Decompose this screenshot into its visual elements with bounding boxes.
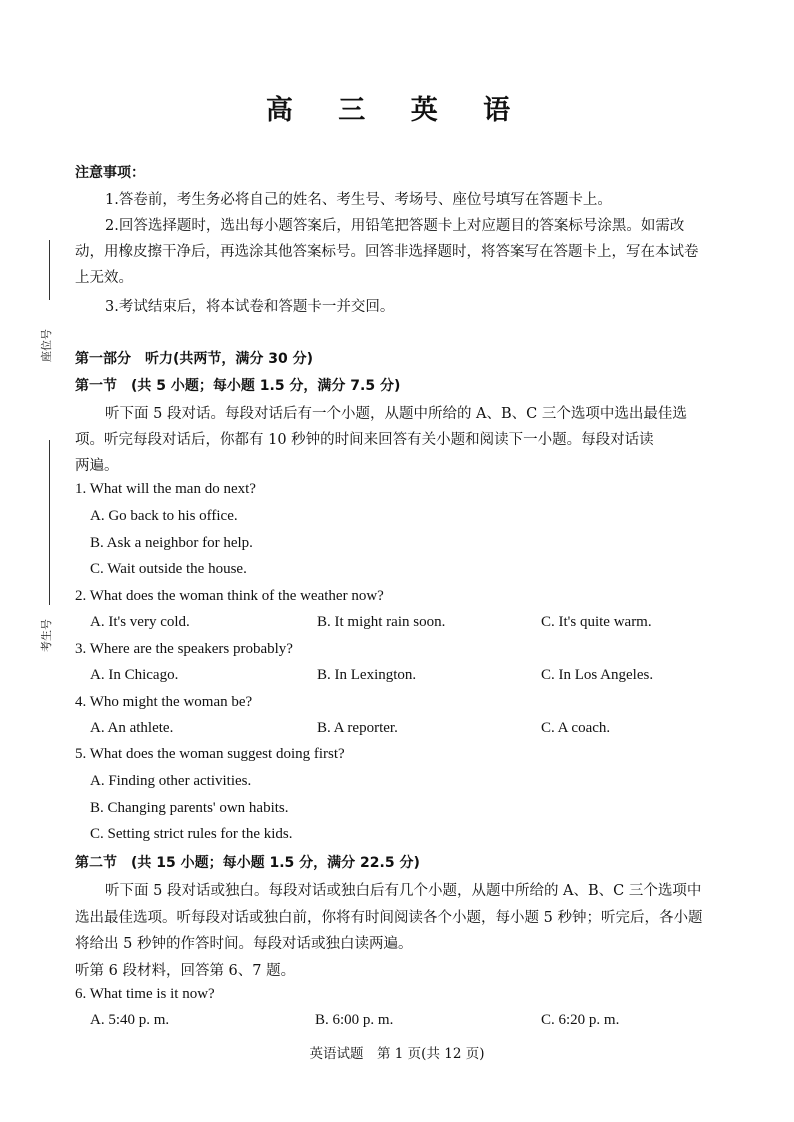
page-footer: 英语试题 第 1 页(共 12 页): [309, 1046, 485, 1062]
margin-line-middle: [49, 440, 50, 605]
notice-item-2-line-2: 动，用橡皮擦干净后，再选涂其他答案标号。回答非选择题时，将答案写在答题卡上，写在本试卷: [75, 244, 699, 260]
question-2-option-a: A. It's very cold.: [90, 614, 190, 630]
question-5-option-a: A. Finding other activities.: [90, 773, 252, 789]
question-5-stem: 5. What does the woman suggest doing first?: [75, 746, 345, 762]
margin-line-top: [49, 240, 50, 300]
material-6-instruction: 听第 6 段材料，回答第 6、7 题。: [75, 963, 296, 979]
question-4-option-c: C. A coach.: [541, 720, 611, 736]
section1-instructions-line-3: 两遍。: [75, 458, 119, 474]
question-2-option-c: C. It's quite warm.: [541, 614, 652, 630]
question-3-stem: 3. Where are the speakers probably?: [75, 641, 293, 657]
question-6-option-a: A. 5:40 p. m.: [90, 1012, 170, 1028]
section2-instructions-line-1: 听下面 5 段对话或独白。每段对话或独白后有几个小题，从题中所给的 A、B、C 三个选项中: [105, 883, 702, 899]
question-5-option-b: B. Changing parents' own habits.: [90, 800, 289, 816]
section1-instructions-line-2: 项。听完每段对话后，你都有 10 秒钟的时间来回答有关小题和阅读下一小题。每段对话读: [75, 432, 654, 448]
notice-item-3: 3.考试结束后，将本试卷和答题卡一并交回。: [105, 299, 395, 315]
question-1-option-b: B. Ask a neighbor for help.: [90, 535, 253, 551]
question-6-stem: 6. What time is it now?: [75, 986, 215, 1002]
question-4-stem: 4. Who might the woman be?: [75, 694, 253, 710]
question-4-option-b: B. A reporter.: [317, 720, 398, 736]
page-title: 高 三 英 语: [265, 95, 529, 126]
question-2-stem: 2. What does the woman think of the weather now?: [75, 588, 384, 604]
notice-item-2-line-1: 2.回答选择题时，选出每小题答案后，用铅笔把答题卡上对应题目的答案标号涂黑。如需改: [105, 218, 685, 234]
notice-item-2-line-3: 上无效。: [75, 270, 133, 286]
question-3-option-b: B. In Lexington.: [317, 667, 417, 683]
notice-heading: 注意事项：: [75, 165, 145, 181]
question-5-option-c: C. Setting strict rules for the kids.: [90, 826, 293, 842]
section2-instructions-line-2: 选出最佳选项。听每段对话或独白前，你将有时间阅读各个小题，每小题 5 秒钟；听完后，各小题: [75, 910, 703, 926]
question-6-option-c: C. 6:20 p. m.: [541, 1012, 620, 1028]
section1-instructions-line-1: 听下面 5 段对话。每段对话后有一个小题，从题中所给的 A、B、C 三个选项中选出最佳选: [105, 406, 687, 422]
part1-heading: 第一部分 听力(共两节，满分 30 分): [75, 351, 314, 367]
notice-item-1: 1.答卷前，考生务必将自己的姓名、考生号、考场号、座位号填写在答题卡上。: [105, 192, 612, 208]
examinee-number-label: 考生号: [40, 619, 53, 652]
question-3-option-c: C. In Los Angeles.: [541, 667, 654, 683]
question-2-option-b: B. It might rain soon.: [317, 614, 446, 630]
section1-heading: 第一节 (共 5 小题；每小题 1.5 分，满分 7.5 分): [75, 378, 401, 394]
section2-instructions-line-3: 将给出 5 秒钟的作答时间。每段对话或独白读两遍。: [75, 936, 413, 952]
section2-heading: 第二节 (共 15 小题；每小题 1.5 分，满分 22.5 分): [75, 855, 420, 871]
question-1-option-a: A. Go back to his office.: [90, 508, 238, 524]
question-6-option-b: B. 6:00 p. m.: [315, 1012, 394, 1028]
question-1-option-c: C. Wait outside the house.: [90, 561, 247, 577]
seat-number-label: 座位号: [40, 329, 53, 362]
question-3-option-a: A. In Chicago.: [90, 667, 179, 683]
question-4-option-a: A. An athlete.: [90, 720, 174, 736]
question-1-stem: 1. What will the man do next?: [75, 481, 256, 497]
